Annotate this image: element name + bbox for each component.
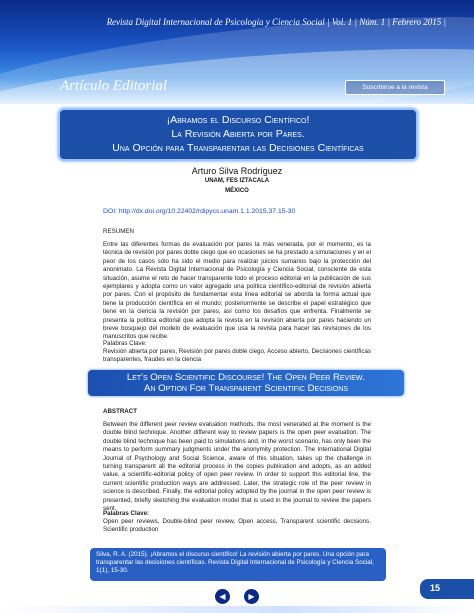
english-title-line-2: An Option For Transparent Scientific Decisions (143, 383, 348, 394)
citation-box (90, 548, 386, 581)
section-label: Artículo Editorial (60, 78, 168, 94)
previous-icon: ◀ (219, 592, 226, 601)
keywords-heading: Palabras Clave: (103, 510, 150, 517)
citation-text: Silva, R. A. (2015). ¡Abramos el discurso científico! La revisión abierta por pares. Una opción para transparentar las decisiones científicas. Revista Digital Internacional de Psicología y Ciencia Social, 1(1), 15-30. (96, 551, 374, 574)
page-number: 15 (430, 583, 441, 593)
next-icon: ▶ (248, 592, 255, 601)
title-line-1: ¡Abramos el Discurso Científico! (166, 114, 310, 126)
title-line-2: La Revisión Abierta por Pares. (171, 128, 305, 140)
doi-link[interactable]: DOI: http://dx.doi.org/10.22402/rdipycs.unam.1.1.2015.37.15-30 (103, 208, 296, 215)
author-institution: UNAM, FES IZTACALA (204, 178, 270, 184)
palabras-clave-heading: Palabras Clave: (103, 340, 147, 347)
abstract-heading: ABSTRACT (103, 408, 138, 415)
subscribe-button[interactable]: Suscribirse a la revista (345, 80, 445, 95)
english-title (88, 370, 404, 396)
english-title-line-1: Let's Open Scientific Discourse! The Open Peer Review. (126, 372, 366, 383)
abstract-text: Between the different peer review evaluation methods, the most venerated at the moment is the double blind technique. Another different way to review papers is the open peer evaluation. The double blind technique has been paid to simulations and, in the worst scenario, has only been the means to perform summary judgments under the anonymity protection. The International Digital Journal of Psychology and Social Science, aware of this situation, takes up the challenge in turning transparent all the editorial process in the copies publication and adopts, as an added value, a scientific-editorial policy of open peer review. In order to support this editorial line, the current scientific production ways are addressed. Later, the strategic role of the peer review in science is described. Finally, the editorial policy adopted by the journal in the open peer review is presented, briefly sketching the evaluation model that is used in the journal to review the papers sent. (103, 421, 371, 513)
author-country: MÉXICO (225, 188, 249, 194)
title-line-3: Una Opción para Transparentar las Decisiones Científicas (112, 142, 364, 154)
palabras-clave-text: Revisión abierta por pares, Revisión por pares doble ciego, Acceso abierto, Decisiones científicas transparentes, fraudes en la ciencia (103, 348, 371, 364)
page-number-tab (420, 579, 474, 599)
journal-header: Revista Digital Internacional de Psicología y Ciencia Social | Vol. 1 | Núm. 1 | Febrero 2015 | (106, 17, 446, 27)
resumen-text: Entre las diferentes formas de evaluación por pares la más venerada, por el momento, es la técnica de revisión por pares doble ciego que en ocasiones se ha prestado a simulaciones y en el peor de los casos sólo ha sido el medio para realizar juicios sumarios bajo la protección del anonimato. La Revista Digital Internacional de Psicología y Ciencia Social, consciente de esta situación, asume el reto de hacer transparente todo el proceso editorial en la publicación de sus ejemplares y adopta como un valor agregado una política científico-editorial de revisión abierta por pares. Con el propósito de fundamentar esta línea editorial se aborda la forma actual que tiene la producción científica en el mundo; posteriormente se describe el papel estratégico que tiene en la ciencia la revisión por pares, así como los desafíos que enfrenta. Finalmente se presenta la política editorial que adopta la revista en la revisión abierta por pares haciendo un breve bosquejo del modelo de evaluación que usa la revista para hacer las revisiones de los manuscritos que recibe. (103, 241, 371, 341)
header-banner (0, 0, 474, 104)
next-page-button[interactable] (244, 589, 259, 604)
keywords-text: Open peer reviews, Double-blind peer review, Open access, Transparent scientific decisions, Scientific production (103, 518, 371, 534)
previous-page-button[interactable] (215, 589, 230, 604)
author-name: Arturo Silva Rodríguez (191, 166, 283, 176)
resumen-heading: RESUMEN (103, 228, 134, 235)
footer-line (0, 606, 474, 613)
article-title (58, 108, 418, 161)
